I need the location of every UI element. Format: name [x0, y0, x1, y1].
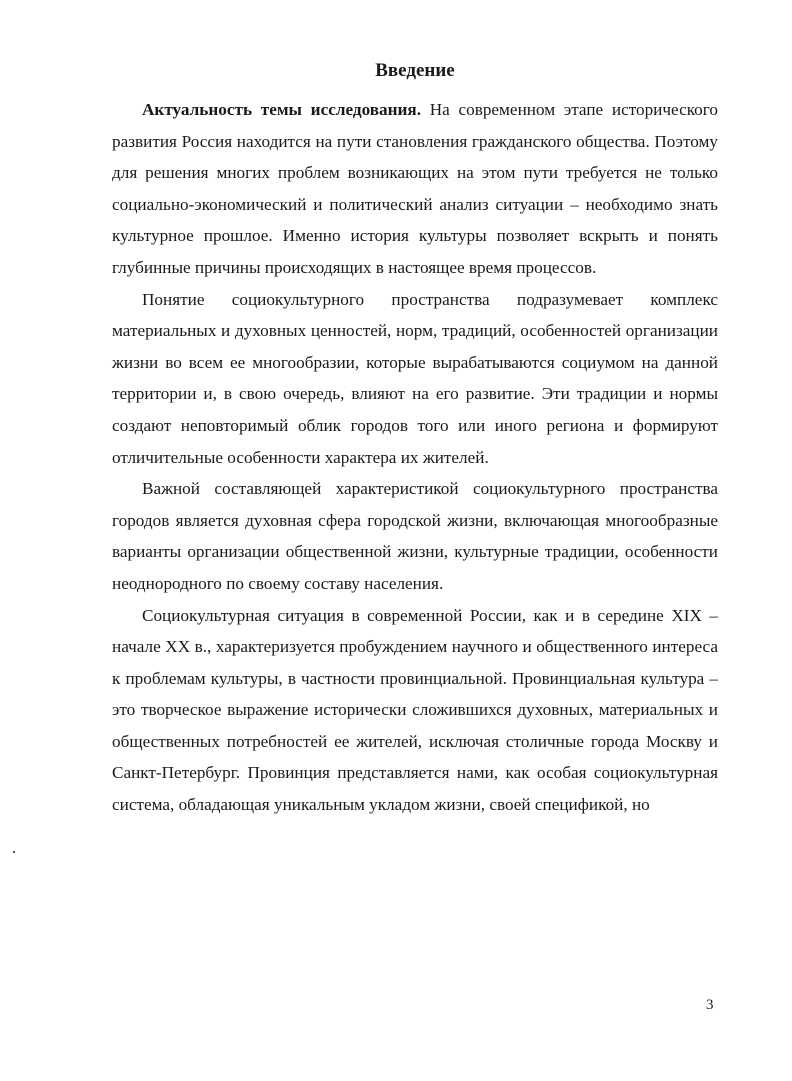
paragraph-provincial-culture — [112, 600, 718, 821]
paragraph-text: Важной составляющей характеристикой социокультурного пространства городов является духовная сфера городской жизни, включающая многообразные варианты организации общественной жизни, культурные традиции, особенности неоднородного по своему составу населения. — [112, 479, 718, 593]
page-number: 3 — [706, 997, 714, 1013]
paragraph-text: На современном этапе исторического развития Россия находится на пути становления гражданского общества. Поэтому для решения многих проблем возникающих на этом пути требуется не только социально-экономический и политический анализ ситуации – необходимо знать культурное прошлое. Именно история культуры позволяет вскрыть и понять глубинные причины происходящих в настоящее время процессов. — [112, 100, 718, 277]
paragraph-relevance — [112, 94, 718, 284]
document-page — [112, 52, 718, 821]
paragraph-spiritual-sphere — [112, 473, 718, 599]
paragraph-sociocultural-space — [112, 284, 718, 474]
paragraph-text: Социокультурная ситуация в современной России, как и в середине XIX – начале XX в., характеризуется пробуждением научного и общественного интереса к проблемам культуры, в частности провинциальной. Провинциальная культура – это творческое выражение исторически сложившихся духовных, материальных и общественных потребностей ее жителей, исключая столичные города Москву и Санкт-Петербург. Провинция представляется нами, как особая социокультурная система, обладающая уникальным укладом жизни, своей спецификой, но — [112, 605, 718, 815]
paragraph-text: Понятие социокультурного пространства подразумевает комплекс материальных и духовных ценностей, норм, традиций, особенностей организации жизни во всем ее многообразии, которые вырабатываются социумом на данной территории и, в свою очередь, влияют на его развитие. Эти традиции и нормы создают неповторимый облик городов того или иного региона и формируют отличительные особенности характера их жителей. — [112, 289, 718, 467]
page-title: Введение — [375, 60, 455, 81]
scan-dot — [13, 851, 15, 853]
paragraph-lead: Актуальность темы исследования. — [142, 100, 422, 119]
